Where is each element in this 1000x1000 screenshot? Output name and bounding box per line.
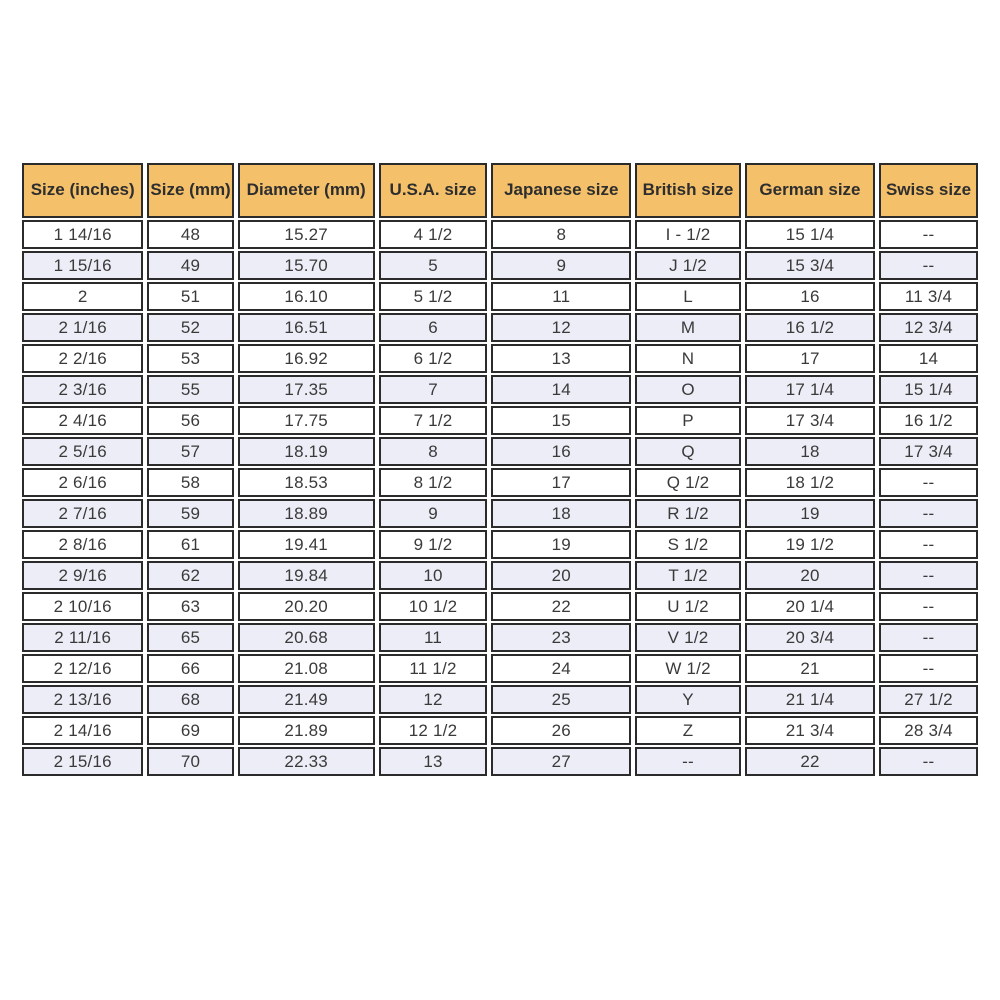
cell: 5 [379, 251, 488, 280]
cell: 16.10 [238, 282, 375, 311]
table-row [22, 468, 978, 497]
cell: 68 [147, 685, 233, 714]
col-header-usa-size: U.S.A. size [379, 163, 488, 218]
table-row [22, 313, 978, 342]
cell: 17 [745, 344, 875, 373]
cell: 21 3/4 [745, 716, 875, 745]
cell: 20.20 [238, 592, 375, 621]
cell: 18.19 [238, 437, 375, 466]
cell: J 1/2 [635, 251, 741, 280]
cell: 10 [379, 561, 488, 590]
cell: 62 [147, 561, 233, 590]
cell: 6 1/2 [379, 344, 488, 373]
cell: R 1/2 [635, 499, 741, 528]
cell: 5 1/2 [379, 282, 488, 311]
cell: 15 [491, 406, 631, 435]
col-header-size-mm: Size (mm) [147, 163, 233, 218]
cell: Q [635, 437, 741, 466]
cell: -- [879, 654, 978, 683]
cell: 61 [147, 530, 233, 559]
table-row [22, 406, 978, 435]
cell: 20 3/4 [745, 623, 875, 652]
cell: -- [879, 592, 978, 621]
cell: 21 [745, 654, 875, 683]
cell: 2 13/16 [22, 685, 143, 714]
size-table [18, 161, 982, 778]
cell: 27 1/2 [879, 685, 978, 714]
cell: 55 [147, 375, 233, 404]
cell: 17 1/4 [745, 375, 875, 404]
cell: 9 [491, 251, 631, 280]
cell: 18 1/2 [745, 468, 875, 497]
cell: 15.70 [238, 251, 375, 280]
cell: Y [635, 685, 741, 714]
cell: 2 12/16 [22, 654, 143, 683]
cell: 59 [147, 499, 233, 528]
cell: 2 10/16 [22, 592, 143, 621]
cell: 12 [379, 685, 488, 714]
cell: S 1/2 [635, 530, 741, 559]
col-header-japanese-size: Japanese size [491, 163, 631, 218]
cell: -- [879, 623, 978, 652]
cell: 12 [491, 313, 631, 342]
cell: 2 6/16 [22, 468, 143, 497]
cell: 16 1/2 [745, 313, 875, 342]
cell: 11 1/2 [379, 654, 488, 683]
cell: 21.89 [238, 716, 375, 745]
cell: 17.35 [238, 375, 375, 404]
cell: 13 [491, 344, 631, 373]
ring-size-conversion-table [18, 161, 982, 778]
cell: 58 [147, 468, 233, 497]
cell: 8 [379, 437, 488, 466]
cell: 8 1/2 [379, 468, 488, 497]
cell: U 1/2 [635, 592, 741, 621]
cell: -- [879, 499, 978, 528]
cell: 49 [147, 251, 233, 280]
cell: 7 1/2 [379, 406, 488, 435]
cell: 53 [147, 344, 233, 373]
cell: 19 [491, 530, 631, 559]
cell: 19 [745, 499, 875, 528]
cell: 17 [491, 468, 631, 497]
col-header-size-inches: Size (inches) [22, 163, 143, 218]
cell: 6 [379, 313, 488, 342]
cell: 19.84 [238, 561, 375, 590]
cell: 18.53 [238, 468, 375, 497]
cell: 2 7/16 [22, 499, 143, 528]
cell: 22 [491, 592, 631, 621]
cell: 16 1/2 [879, 406, 978, 435]
cell: 15 3/4 [745, 251, 875, 280]
cell: 69 [147, 716, 233, 745]
cell: 18.89 [238, 499, 375, 528]
table-row [22, 623, 978, 652]
cell: 48 [147, 220, 233, 249]
col-header-swiss-size: Swiss size [879, 163, 978, 218]
cell: 15.27 [238, 220, 375, 249]
cell: I - 1/2 [635, 220, 741, 249]
cell: 20 [745, 561, 875, 590]
cell: 24 [491, 654, 631, 683]
cell: O [635, 375, 741, 404]
table-row [22, 716, 978, 745]
cell: -- [879, 468, 978, 497]
cell: 18 [491, 499, 631, 528]
cell: 2 4/16 [22, 406, 143, 435]
table-row [22, 561, 978, 590]
cell: 9 1/2 [379, 530, 488, 559]
cell: 2 14/16 [22, 716, 143, 745]
table-row [22, 282, 978, 311]
cell: 22.33 [238, 747, 375, 776]
cell: 17 3/4 [745, 406, 875, 435]
cell: -- [879, 561, 978, 590]
cell: 10 1/2 [379, 592, 488, 621]
cell: 21.08 [238, 654, 375, 683]
cell: 20.68 [238, 623, 375, 652]
table-row [22, 592, 978, 621]
cell: 17.75 [238, 406, 375, 435]
cell: 25 [491, 685, 631, 714]
cell: 2 5/16 [22, 437, 143, 466]
header-row [22, 163, 978, 218]
cell: 70 [147, 747, 233, 776]
cell: 22 [745, 747, 875, 776]
cell: 20 [491, 561, 631, 590]
cell: 2 8/16 [22, 530, 143, 559]
cell: 16 [745, 282, 875, 311]
cell: 2 11/16 [22, 623, 143, 652]
cell: 14 [491, 375, 631, 404]
table-row [22, 437, 978, 466]
cell: 11 [491, 282, 631, 311]
cell: 26 [491, 716, 631, 745]
cell: 27 [491, 747, 631, 776]
cell: -- [879, 530, 978, 559]
cell: -- [879, 251, 978, 280]
col-header-german-size: German size [745, 163, 875, 218]
cell: 12 3/4 [879, 313, 978, 342]
cell: 19 1/2 [745, 530, 875, 559]
cell: 11 [379, 623, 488, 652]
cell: 15 1/4 [745, 220, 875, 249]
cell: -- [635, 747, 741, 776]
cell: 19.41 [238, 530, 375, 559]
cell: 18 [745, 437, 875, 466]
table-row [22, 685, 978, 714]
cell: 2 9/16 [22, 561, 143, 590]
cell: 4 1/2 [379, 220, 488, 249]
cell: 21 1/4 [745, 685, 875, 714]
table-row [22, 375, 978, 404]
cell: 52 [147, 313, 233, 342]
table-body [22, 220, 978, 776]
cell: -- [879, 220, 978, 249]
cell: 21.49 [238, 685, 375, 714]
table-row [22, 220, 978, 249]
cell: 65 [147, 623, 233, 652]
cell: M [635, 313, 741, 342]
cell: 16.92 [238, 344, 375, 373]
cell: 1 15/16 [22, 251, 143, 280]
cell: 15 1/4 [879, 375, 978, 404]
table-row [22, 747, 978, 776]
cell: 2 [22, 282, 143, 311]
cell: 7 [379, 375, 488, 404]
cell: Q 1/2 [635, 468, 741, 497]
cell: 17 3/4 [879, 437, 978, 466]
cell: P [635, 406, 741, 435]
cell: 23 [491, 623, 631, 652]
cell: N [635, 344, 741, 373]
cell: 56 [147, 406, 233, 435]
cell: W 1/2 [635, 654, 741, 683]
cell: 9 [379, 499, 488, 528]
cell: 14 [879, 344, 978, 373]
table-row [22, 530, 978, 559]
cell: 16 [491, 437, 631, 466]
cell: 51 [147, 282, 233, 311]
table-header [22, 163, 978, 218]
table-row [22, 251, 978, 280]
cell: T 1/2 [635, 561, 741, 590]
cell: 11 3/4 [879, 282, 978, 311]
cell: 63 [147, 592, 233, 621]
cell: 66 [147, 654, 233, 683]
table-row [22, 344, 978, 373]
cell: 2 15/16 [22, 747, 143, 776]
table-row [22, 499, 978, 528]
cell: 20 1/4 [745, 592, 875, 621]
col-header-diameter-mm: Diameter (mm) [238, 163, 375, 218]
cell: 2 1/16 [22, 313, 143, 342]
cell: 57 [147, 437, 233, 466]
cell: L [635, 282, 741, 311]
col-header-british-size: British size [635, 163, 741, 218]
cell: 1 14/16 [22, 220, 143, 249]
cell: 13 [379, 747, 488, 776]
cell: -- [879, 747, 978, 776]
cell: V 1/2 [635, 623, 741, 652]
table-row [22, 654, 978, 683]
cell: 8 [491, 220, 631, 249]
cell: 2 2/16 [22, 344, 143, 373]
cell: 12 1/2 [379, 716, 488, 745]
cell: 16.51 [238, 313, 375, 342]
cell: 2 3/16 [22, 375, 143, 404]
cell: Z [635, 716, 741, 745]
cell: 28 3/4 [879, 716, 978, 745]
